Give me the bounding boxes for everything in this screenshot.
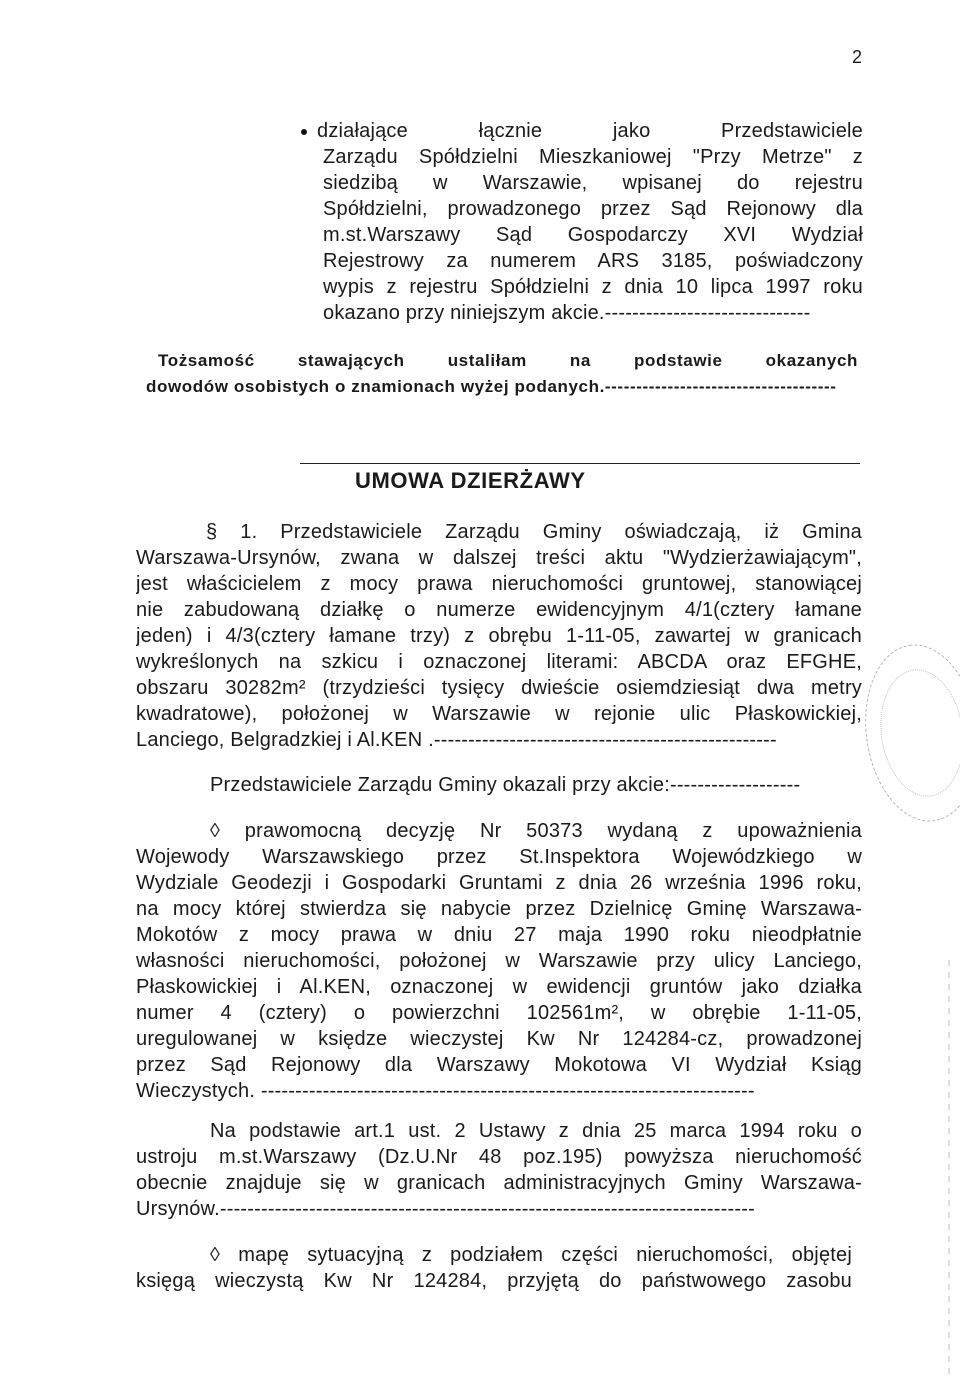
decision-line: Wieczystych. ------------------------------------------------------------------------ — [136, 1080, 755, 1102]
paragraph-1-line: nie zabudowaną działkę o numerze ewidencyjnym 4/1(cztery łamane — [136, 599, 862, 621]
decision-line: ◊ prawomocną decyzję Nr 50373 wydaną z upoważnienia — [210, 820, 862, 842]
decision-line: Wojewody Warszawskiego przez St.Inspektora Wojewódzkiego w — [136, 846, 862, 868]
paragraph-1-line: Warszawa-Ursynów, zwana w dalszej treści aktu "Wydzierżawiającym", — [136, 547, 862, 569]
shown-docs-intro: Przedstawiciele Zarządu Gminy okazali przy akcie:------------------- — [210, 774, 801, 796]
bullet-icon — [301, 129, 307, 135]
map-line: księgą wieczystą Kw Nr 124284, przyjętą do państwowego zasobu — [136, 1270, 852, 1292]
decision-line: Wydziale Geodezji i Gospodarki Gruntami z dnia 26 września 1996 roku, — [136, 872, 862, 894]
bullet-line: działające łącznie jako Przedstawiciele — [301, 118, 863, 144]
decision-line: przez Sąd Rejonowy dla Warszawy Mokotowa VI Wydział Ksiąg — [136, 1054, 862, 1076]
paragraph-1-line: jest właścicielem z mocy prawa nieruchomości gruntowej, stanowiącej — [136, 573, 862, 595]
title-rule — [300, 463, 860, 464]
identity-line: dowodów osobistych o znamionach wyżej podanych.------------------------------------- — [146, 377, 837, 396]
bullet-line: okazano przy niniejszym akcie.------------------------------ — [323, 302, 811, 324]
bullet-line: wypis z rejestru Spółdzielni z dnia 10 lipca 1997 roku — [323, 276, 863, 298]
paragraph-1-line: obszaru 30282m² (trzydzieści tysięcy dwieście osiemdziesiąt dwa metry — [136, 677, 862, 699]
page-number: 2 — [852, 47, 863, 67]
decision-line: na mocy której stwierdza się nabycie przez Dzielnicę Gminę Warszawa- — [136, 898, 862, 920]
identity-section — [146, 348, 858, 400]
statute-paragraph — [136, 1118, 862, 1222]
bullet-line: siedzibą w Warszawie, wpisanej do rejestru — [323, 172, 863, 194]
decision-paragraph — [136, 818, 862, 1104]
statute-line: obecnie znajduje się w granicach administracyjnych Gminy Warszawa- — [136, 1172, 862, 1194]
paragraph-1-line: § 1. Przedstawiciele Zarządu Gminy oświadczają, iż Gmina — [206, 521, 862, 543]
decision-line: Płaskowickiej i Al.KEN, oznaczonej w ewidencji gruntów jako działka — [136, 976, 862, 998]
margin-mark — [948, 960, 950, 1380]
bullet-section — [317, 118, 863, 326]
paragraph-1 — [136, 519, 862, 753]
contract-title: UMOWA DZIERŻAWY — [355, 468, 586, 493]
paragraph-1-line: wykreślonych na szkicu i oznaczonej literami: ABCDA oraz EFGHE, — [136, 651, 862, 673]
decision-line: numer 4 (cztery) o powierzchni 102561m², w obrębie 1-11-05, — [136, 1002, 862, 1024]
map-line: ◊ mapę sytuacyjną z podziałem części nieruchomości, objętej — [210, 1244, 852, 1266]
statute-line: Na podstawie art.1 ust. 2 Ustawy z dnia 25 marca 1994 roku o — [210, 1120, 862, 1142]
statute-line: Ursynów.------------------------------------------------------------------------------ — [136, 1198, 755, 1220]
paragraph-1-line: kwadratowe), położonej w Warszawie w rejonie ulic Płaskowickiej, — [136, 703, 862, 725]
bullet-line: Zarządu Spółdzielni Mieszkaniowej "Przy Metrze" z — [323, 146, 863, 168]
bullet-line: Rejestrowy za numerem ARS 3185, poświadczony — [323, 250, 863, 272]
map-paragraph — [136, 1242, 852, 1294]
bullet-line: Spółdzielni, prowadzonego przez Sąd Rejonowy dla — [323, 198, 863, 220]
statute-line: ustroju m.st.Warszawy (Dz.U.Nr 48 poz.195) powyższa nieruchomość — [136, 1146, 862, 1168]
paragraph-1-line: jeden) i 4/3(cztery łamane trzy) z obrębu 1-11-05, zawartej w granicach — [136, 625, 862, 647]
seal-stamp-icon — [854, 637, 960, 829]
decision-line: Mokotów z mocy prawa w dniu 27 maja 1990 roku nieodpłatnie — [136, 924, 862, 946]
decision-line: uregulowanej w księdze wieczystej Kw Nr 124284-cz, prowadzonej — [136, 1028, 862, 1050]
paragraph-1-line: Lanciego, Belgradzkiej i Al.KEN .-------------------------------------------------- — [136, 729, 777, 751]
identity-line: Tożsamość stawających ustaliłam na podstawie okazanych — [158, 351, 858, 370]
bullet-line: m.st.Warszawy Sąd Gospodarczy XVI Wydział — [323, 224, 863, 246]
decision-line: własności nieruchomości, położonej w Warszawie przy ulicy Lanciego, — [136, 950, 862, 972]
